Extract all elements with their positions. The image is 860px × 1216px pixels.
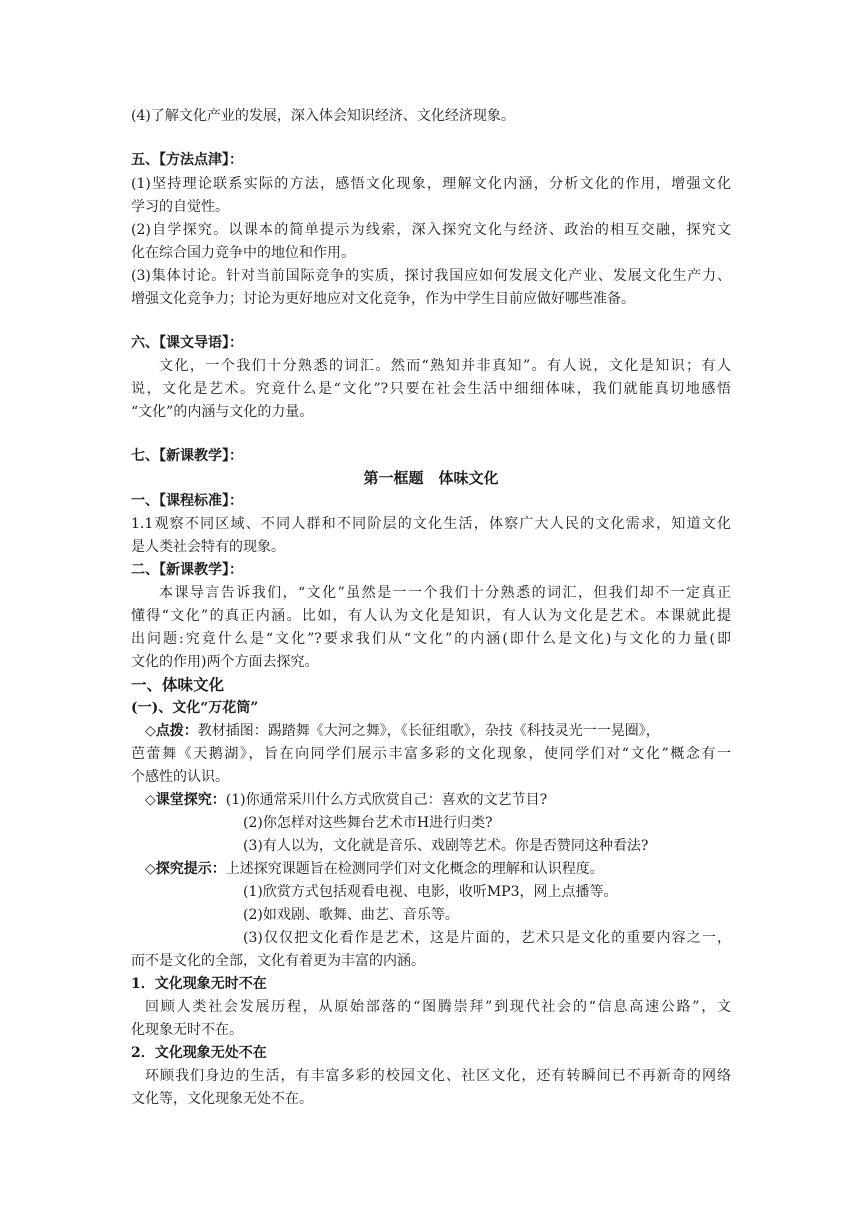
tip-text: 教材插图：踢踏舞《大河之舞》，《长征组歌》，杂技《科技灵光一一晃圈》， [197,723,660,739]
method-1-line-1: (1)坚持理论联系实际的方法，感悟文化现象，理解文化内涵，分析文化的作用，增强文化 [131,176,731,192]
hint-answer-2: (2)如戏剧、歌舞、曲艺、音乐等。 [243,907,459,923]
tip-label: ◇点拨： [145,723,198,739]
everywhere-line-2: 文化等，文化现象无处不在。 [131,1091,313,1107]
heading-kaleidoscope: (一)、文化“万花筒” [131,700,259,716]
objective-4: (4)了解文化产业的发展，深入体会知识经济、文化经济现象。 [131,108,515,124]
heading-experience-culture: 一、体味文化 [131,675,225,694]
hint-answer-1: (1)欣赏方式包括观看电视、电影，收听MP3，网上点播等。 [243,884,618,900]
method-1-line-2: 学习的自觉性。 [131,199,229,215]
section-heading-intro: 六、【课文导语】： [131,335,243,351]
standard-line-2: 是人类社会特有的现象。 [131,539,285,555]
intro-line-2: 说，文化是艺术。究竟什么是“文化”?只要在社会生活中细细体味，我们就能真切地感悟 [131,381,731,397]
heading-new-lesson-teaching: 二、【新课教学】： [131,562,243,578]
method-3-line-1: (3)集体讨论。针对当前国际竞争的实质，探讨我国应如何发展文化产业、发展文化生产力、 [131,268,731,284]
tip-paragraph-line-3: 个感性的认识。 [131,769,229,785]
intro-line-3: “文化”的内涵与文化的力量。 [131,404,314,420]
heading-everywhere: 2．文化现象无处不在 [131,1045,267,1061]
tip-paragraph-line-1 [145,721,731,741]
teaching-line-2: 懂得“文化”的真正内涵。比如，有人认为文化是知识，有人认为文化是艺术。本课就此提 [131,608,731,624]
inquiry-hint-label: ◇探究提示： [145,861,226,877]
class-inquiry-label: ◇课堂探究： [145,792,226,808]
class-inquiry-line-1 [145,790,731,810]
teaching-line-3: 出问题:究竟什么是“文化”?要求我们从“文化”的内涵(即什么是文化)与文化的力量(即 [131,631,731,647]
standard-line-1: 1.1观察不同区域、不同人群和不同阶层的文化生活，体察广大人民的文化需求，知道文化 [131,516,731,532]
method-3-line-2: 增强文化竞争力；讨论为更好地应对文化竞争，作为中学生目前应做好哪些准备。 [131,291,635,307]
inquiry-hint-text: 上述探究课题旨在检测同学们对文化概念的理解和认识程度。 [225,861,604,877]
always-present-line-2: 化现象无时不在。 [131,1022,243,1038]
section-heading-methods: 五、【方法点津】： [131,152,243,168]
everywhere-line-1: 环顾我们身边的生活，有丰富多彩的校园文化、社区文化，还有转瞬间已不再新奇的网络 [145,1068,731,1084]
method-2-line-1: (2)自学探究。以课本的简单提示为线索，深入探究文化与经济、政治的相互交融，探究文 [131,222,731,238]
always-present-line-1: 回顾人类社会发展历程，从原始部落的“图腾崇拜”到现代社会的“信息高速公路”，文 [145,999,731,1015]
hint-answer-3-line-1: (3)仅仅把文化看作是艺术，这是片面的，艺术只是文化的重要内容之一， [243,930,731,946]
intro-line-1: 文化，一个我们十分熟悉的词汇。然而“熟知并非真知”。有人说，文化是知识；有人 [159,358,731,374]
section-heading-new-lesson: 七、【新课教学】： [131,448,243,464]
method-2-line-2: 化在综合国力竞争中的地位和作用。 [131,245,355,261]
tip-paragraph-line-2: 芭蕾舞《天鹅湖》，旨在向同学们展示丰富多彩的文化现象，使同学们对“文化”概念有一 [131,746,731,762]
inquiry-question-1: (1)你通常采川什么方式欣赏自己：喜欢的文艺节目? [225,792,548,808]
inquiry-question-2: (2)你怎样对这些舞台艺术市H进行归类? [243,815,493,831]
heading-always-present: 1．文化现象无时不在 [131,976,267,992]
hint-answer-3-line-2: 而不是文化的全部，文化有着更为丰富的内涵。 [131,953,425,969]
inquiry-question-3: (3)有人以为，文化就是音乐、戏剧等艺术。你是否赞同这种看法? [243,838,649,854]
teaching-line-4: 文化的作用)两个方面去探究。 [131,654,319,670]
teaching-line-1: 本课导言告诉我们，“文化”虽然是一一个我们十分熟悉的词汇，但我们却不一定真正 [159,585,731,601]
inquiry-hint-line-1 [145,859,731,879]
heading-curriculum-standard: 一、【课程标准】： [131,493,243,509]
lesson-title: 第一框题 体味文化 [363,469,499,487]
